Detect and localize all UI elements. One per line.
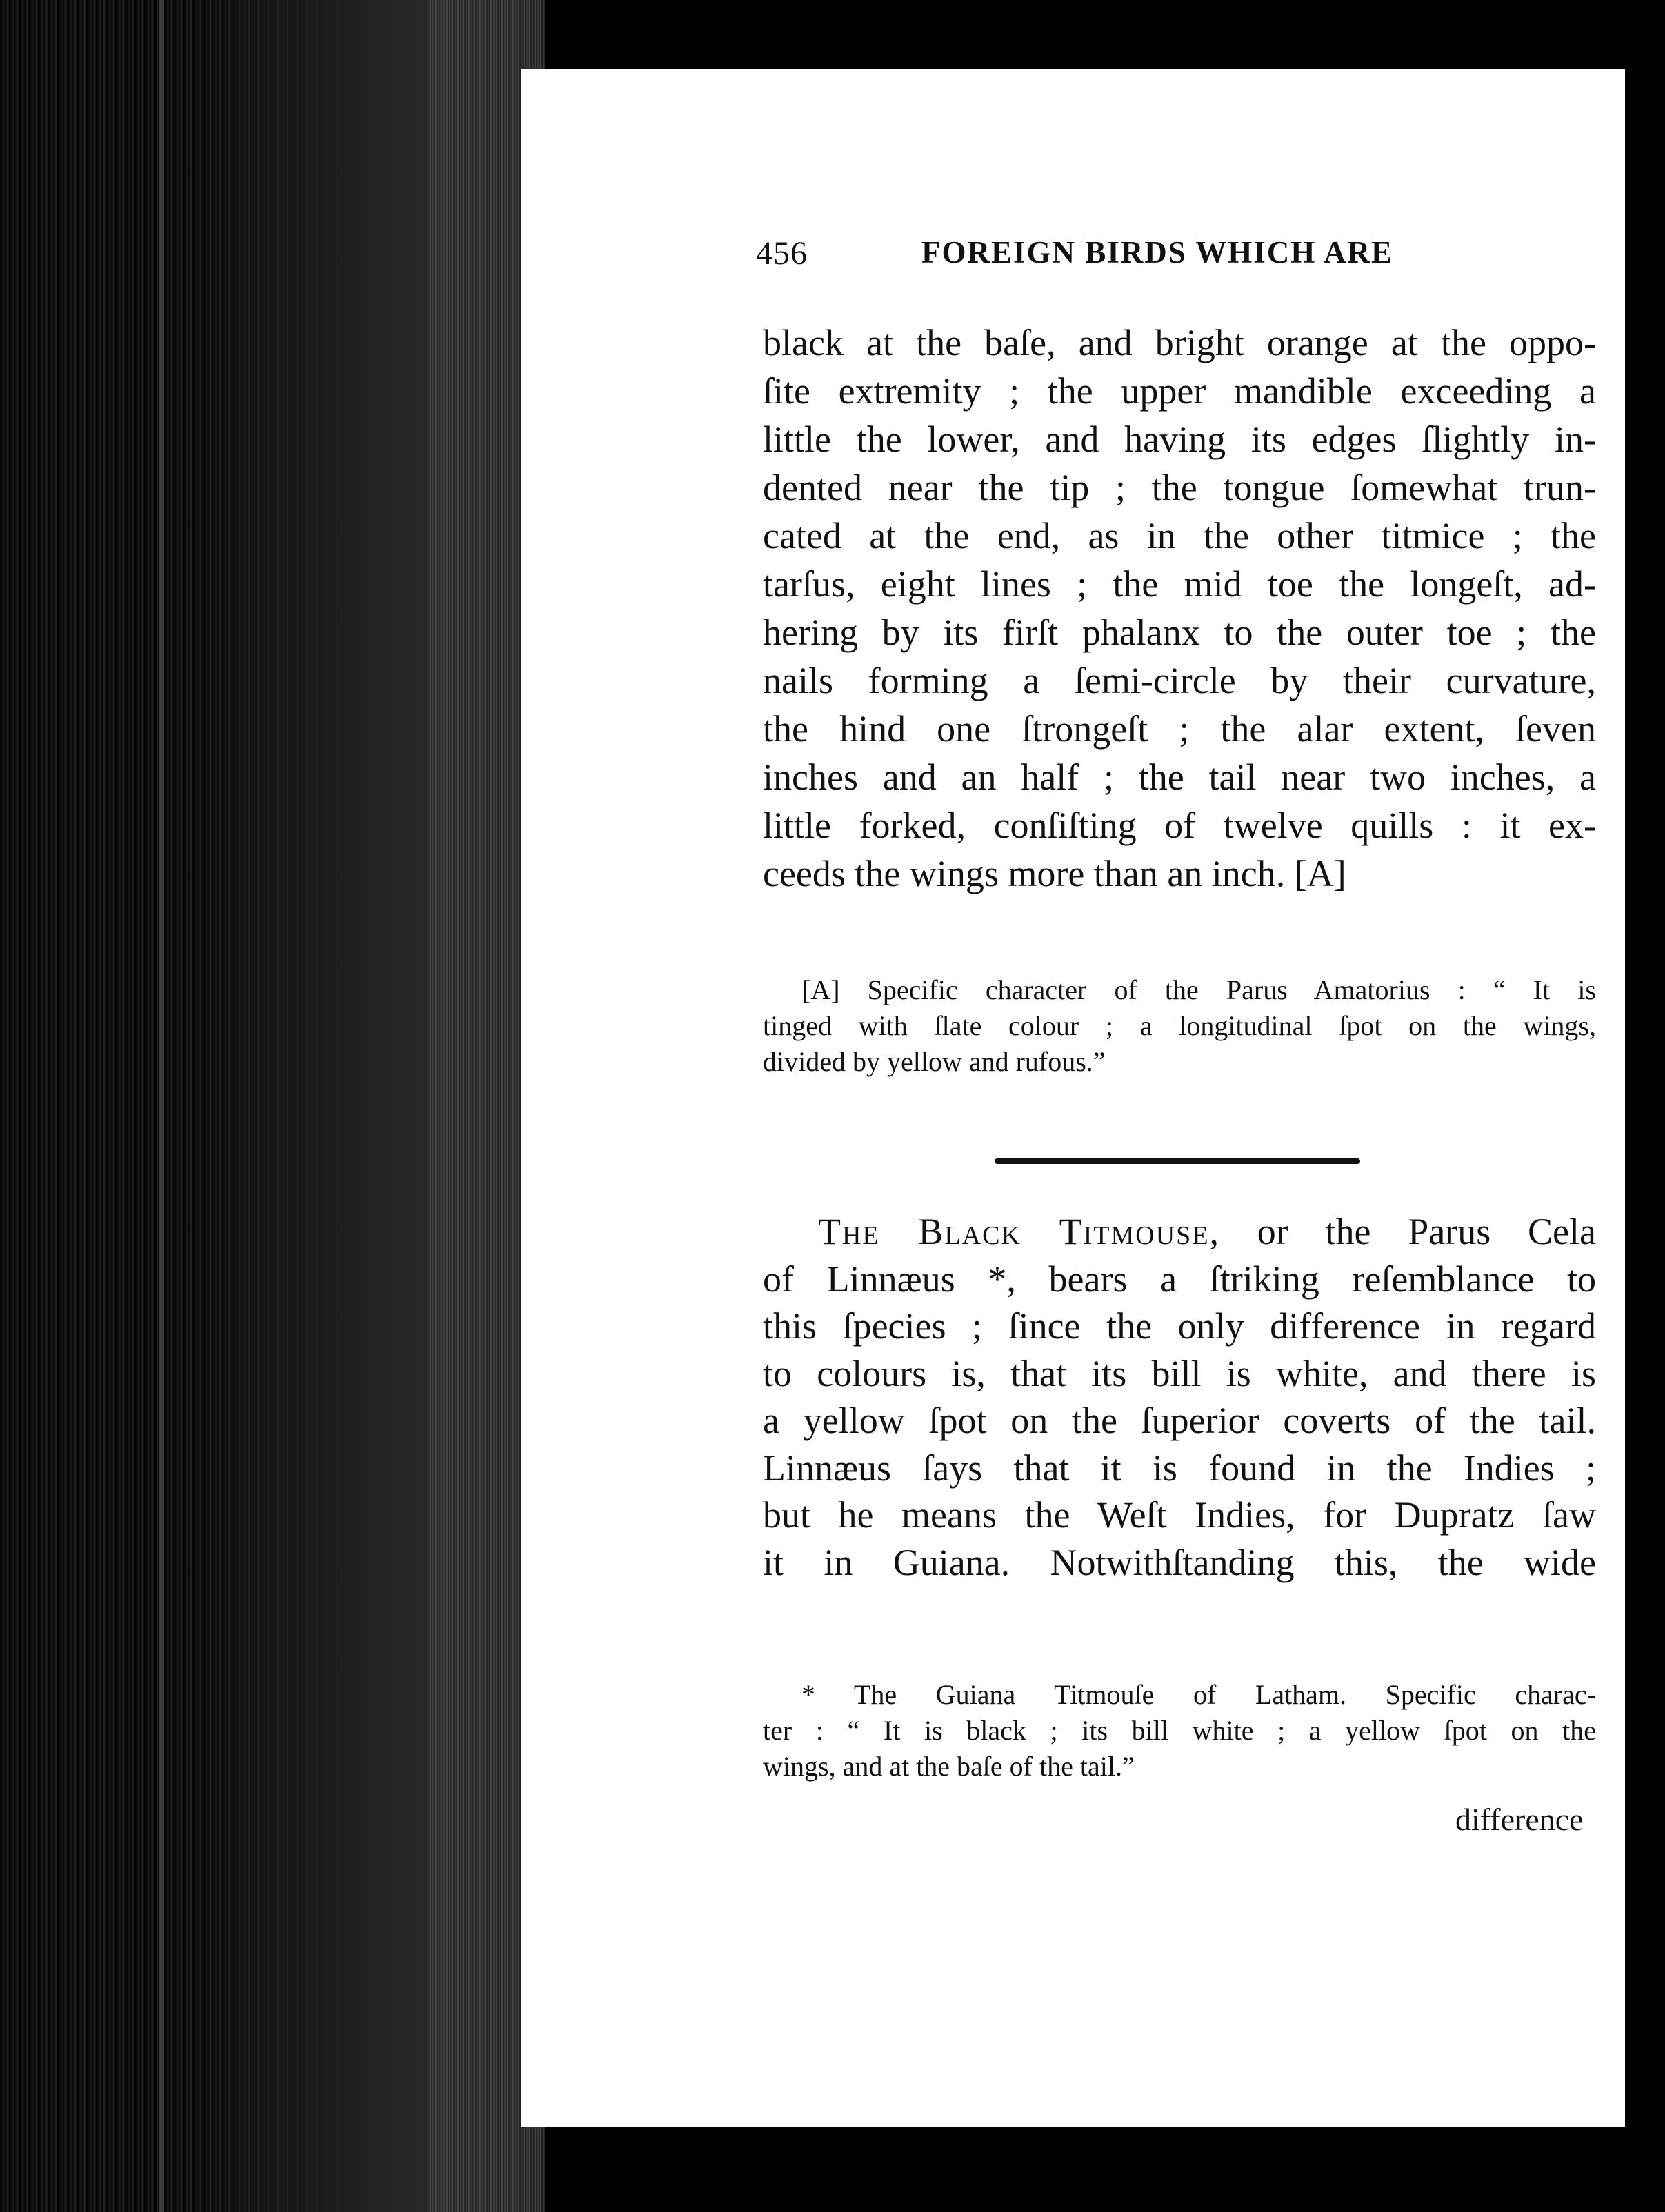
body-paragraph-1 (763, 319, 1596, 898)
section-divider-rule (995, 1158, 1360, 1164)
text-line: Linnæus ſays that it is found in the Indies ; (763, 1447, 1596, 1489)
text-line: little the lower, and having its edges ſlightly in- (763, 419, 1596, 460)
text-line: it in Guiana. Notwithſtanding this, the wide (763, 1541, 1596, 1583)
line-rest: or the Parus Cela (1257, 1211, 1596, 1252)
footnote-line: ter : “ It is black ; its bill white ; a yellow ſpot on the (763, 1715, 1596, 1746)
text-line: this ſpecies ; ſince the only difference in regard (763, 1305, 1596, 1347)
small-caps-opening: The Black Titmouse, (818, 1211, 1221, 1252)
text-line: ſite extremity ; the upper mandible exceeding a (763, 370, 1596, 412)
text-line: black at the baſe, and bright orange at the oppo- (763, 322, 1596, 363)
text-line: a yellow ſpot on the ſuperior coverts of the tail. (763, 1400, 1596, 1441)
catchword: difference (1455, 1802, 1584, 1837)
footnote-line: [A] Specific character of the Parus Amatorius : “ It is (801, 974, 1596, 1005)
text-line: the hind one ſtrongeſt ; the alar extent, ſeven (763, 708, 1596, 750)
text-line: hering by its firſt phalanx to the outer toe ; the (763, 612, 1596, 653)
text-line: inches and an half ; the tail near two inches, a (763, 756, 1596, 798)
text-line: cated at the end, as in the other titmice ; the (763, 515, 1596, 556)
book-page-edge (0, 0, 545, 2212)
footnote-star (763, 1677, 1596, 1784)
text-line: to colours is, that its bill is white, and there is (763, 1352, 1596, 1394)
text-line: dented near the tip ; the tongue ſomewhat trun- (763, 467, 1596, 508)
body-paragraph-2 (763, 1208, 1596, 1586)
page-right-margin (1625, 55, 1665, 2138)
text-line: ceeds the wings more than an inch. [A] (763, 853, 1346, 894)
text-line: of Linnæus *, bears a ſtriking reſemblance to (763, 1258, 1596, 1300)
footnote-line: * The Guiana Titmouſe of Latham. Specific charac- (801, 1679, 1596, 1710)
text-line: but he means the Weſt Indies, for Dupratz ſaw (763, 1494, 1596, 1536)
page-number: 456 (756, 235, 808, 272)
text-line (763, 1208, 1596, 1256)
running-header (756, 234, 1459, 276)
text-line: nails forming a ſemi-circle by their curvature, (763, 660, 1596, 701)
footnote-line: divided by yellow and rufous.” (763, 1046, 1106, 1077)
running-title: FOREIGN BIRDS WHICH ARE (921, 235, 1394, 270)
footnote-a (763, 972, 1596, 1080)
footnote-line: tinged with ſlate colour ; a longitudinal ſpot on the wings, (763, 1010, 1596, 1041)
text-line: little forked, conſiſting of twelve quills : it ex- (763, 805, 1596, 846)
text-line: tarſus, eight lines ; the mid toe the longeſt, ad- (763, 563, 1596, 605)
footnote-line: wings, and at the baſe of the tail.” (763, 1751, 1135, 1782)
